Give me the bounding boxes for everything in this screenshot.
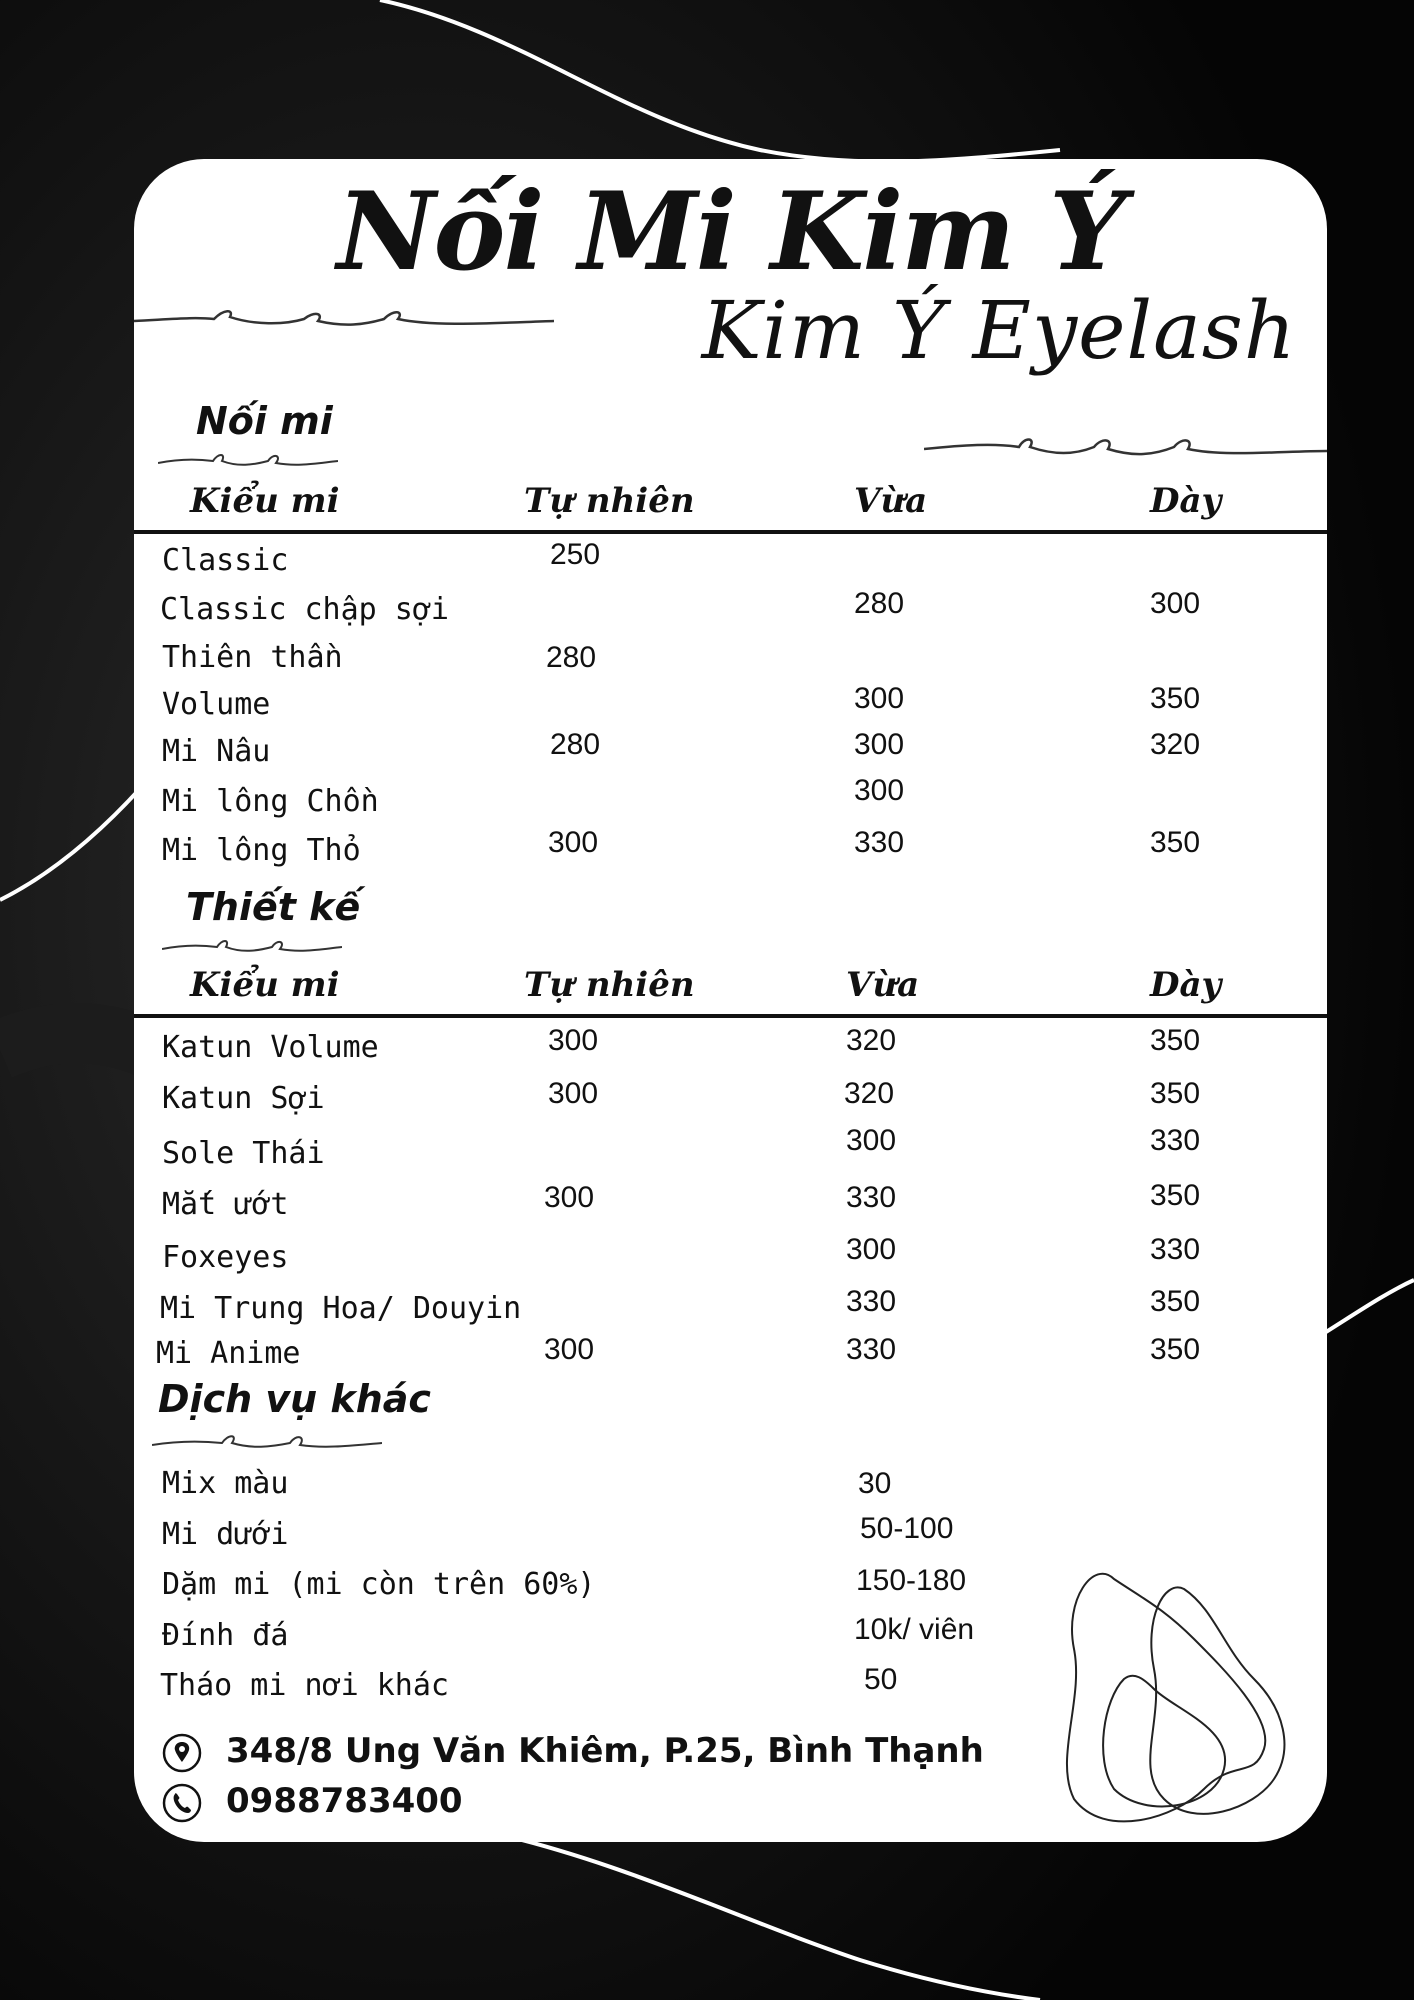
- section-title-extension: Nối mi: [196, 399, 333, 443]
- menu-item-name: Thiên thần: [162, 640, 343, 675]
- price-thick: 330: [1150, 1233, 1201, 1266]
- section-title-design: Thiết kế: [186, 885, 361, 929]
- service-price: 50: [864, 1663, 898, 1696]
- menu-item-name: Mix màu: [162, 1466, 289, 1501]
- price-natural: 300: [544, 1181, 595, 1214]
- column-header-thick: Dày: [1150, 481, 1222, 521]
- menu-item-name: Classic: [162, 543, 289, 578]
- flourish-divider: [158, 449, 338, 473]
- price-medium: 330: [846, 1285, 897, 1318]
- menu-item-name: Classic chập sợi: [160, 592, 449, 627]
- price-natural: 300: [548, 826, 599, 859]
- section-title-other: Dịch vụ khác: [158, 1377, 431, 1421]
- price-medium: 280: [854, 587, 905, 620]
- address-text: 348/8 Ung Văn Khiêm, P.25, Bình Thạnh: [226, 1731, 984, 1771]
- price-medium: 330: [846, 1333, 897, 1366]
- price-medium: 300: [846, 1124, 897, 1157]
- line-art-decoration: [1054, 1559, 1294, 1829]
- price-thick: 350: [1150, 1285, 1201, 1318]
- price-natural: 300: [548, 1024, 599, 1057]
- service-price: 30: [858, 1467, 892, 1500]
- phone-text[interactable]: 0988783400: [226, 1781, 463, 1821]
- menu-card: [134, 159, 1327, 1842]
- menu-item-name: Mi dưới: [162, 1517, 289, 1552]
- price-medium: 330: [854, 826, 905, 859]
- menu-item-name: Mi lông Thỏ: [162, 833, 361, 868]
- table-rule: [134, 530, 1327, 534]
- price-thick: 320: [1150, 728, 1201, 761]
- price-thick: 330: [1150, 1124, 1201, 1157]
- column-header-natural: Tự nhiên: [524, 481, 695, 521]
- price-thick: 350: [1150, 1333, 1201, 1366]
- price-natural: 300: [544, 1333, 595, 1366]
- menu-item-name: Mi lông Chồn: [162, 784, 379, 819]
- menu-item-name: Katun Sợi: [162, 1081, 325, 1116]
- menu-item-name: Volume: [162, 687, 271, 722]
- price-thick: 300: [1150, 587, 1201, 620]
- menu-item-name: Mi Anime: [156, 1336, 301, 1371]
- service-price: 50-100: [860, 1512, 954, 1545]
- price-natural: 300: [548, 1077, 599, 1110]
- menu-item-name: Tháo mi nơi khác: [160, 1668, 449, 1703]
- service-price: 150-180: [856, 1564, 967, 1597]
- price-natural: 280: [546, 641, 597, 674]
- brand-title: Nối Mi Kim Ý: [336, 169, 1125, 295]
- price-medium: 300: [846, 1233, 897, 1266]
- menu-item-name: Mi Trung Hoa/ Douyin: [160, 1291, 522, 1326]
- price-thick: 350: [1150, 1077, 1201, 1110]
- price-thick: 350: [1150, 682, 1201, 715]
- brand-subtitle: Kim Ý Eyelash: [701, 284, 1297, 377]
- location-pin-icon: [162, 1733, 202, 1773]
- flourish-divider: [162, 935, 342, 959]
- flourish-divider: [134, 299, 554, 339]
- phone-icon: [162, 1783, 202, 1823]
- menu-item-name: Foxeyes: [162, 1240, 289, 1275]
- service-price: 10k/ viên: [854, 1613, 975, 1646]
- price-thick: 350: [1150, 826, 1201, 859]
- menu-item-name: Dặm mi (mi còn trên 60%): [162, 1567, 596, 1602]
- table-rule: [134, 1014, 1327, 1018]
- column-header-thick: Dày: [1150, 965, 1222, 1005]
- price-natural: 250: [550, 538, 601, 571]
- flourish-divider: [152, 1429, 382, 1455]
- menu-item-name: Sole Thái: [162, 1136, 325, 1171]
- menu-item-name: Katun Volume: [162, 1030, 379, 1065]
- price-medium: 300: [854, 774, 905, 807]
- price-medium: 300: [854, 728, 905, 761]
- price-natural: 280: [550, 728, 601, 761]
- menu-item-name: Mi Nâu: [162, 734, 271, 769]
- column-header-natural: Tự nhiên: [524, 965, 695, 1005]
- price-medium: 320: [844, 1077, 895, 1110]
- price-medium: 330: [846, 1181, 897, 1214]
- column-header-style: Kiểu mi: [190, 965, 340, 1005]
- price-thick: 350: [1150, 1179, 1201, 1212]
- column-header-style: Kiểu mi: [190, 481, 340, 521]
- price-thick: 350: [1150, 1024, 1201, 1057]
- column-header-medium: Vừa: [854, 481, 928, 521]
- flourish-divider: [924, 429, 1327, 469]
- price-medium: 320: [846, 1024, 897, 1057]
- column-header-medium: Vừa: [846, 965, 920, 1005]
- price-medium: 300: [854, 682, 905, 715]
- menu-item-name: Đính đá: [162, 1618, 289, 1653]
- menu-item-name: Mắt ướt: [162, 1187, 289, 1222]
